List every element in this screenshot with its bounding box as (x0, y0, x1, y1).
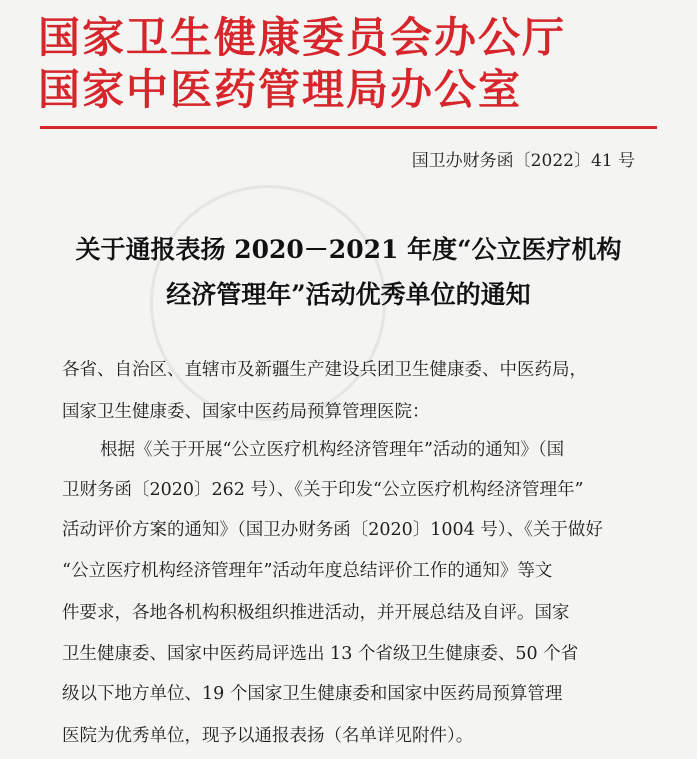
letterhead-line-1: 国家卫生健康委员会办公厅 (38, 13, 567, 62)
notice-title-line-1: 关于通报表扬 2020－2021 年度“公立医疗机构 (75, 235, 622, 264)
body-text-line: 卫生健康委、国家中医药局评选出 13 个省级卫生健康委、50 个省 (62, 644, 579, 664)
addressee-line-2: 国家卫生健康委、国家中医药局预算管理医院： (62, 402, 430, 422)
letterhead-line-2: 国家中医药管理局办公室 (38, 65, 523, 114)
body-text-line: “公立医疗机构经济管理年”活动年度总结评价工作的通知》等文 (62, 561, 553, 581)
letterhead-red-divider (40, 126, 657, 129)
addressee-line-1: 各省、自治区、直辖市及新疆生产建设兵团卫生健康委、中医药局， (62, 360, 587, 380)
body-text-line: 医院为优秀单位，现予以通报表扬（名单详见附件）。 (62, 726, 474, 746)
body-text-line: 件要求，各地各机构积极组织推进活动，并开展总结及自评。国家 (62, 603, 570, 623)
body-text-line: 级以下地方单位、19 个国家卫生健康委和国家中医药局预算管理 (62, 684, 563, 704)
notice-title-line-2: 经济管理年”活动优秀单位的通知 (166, 280, 531, 309)
document-number: 国卫办财务函〔2022〕41 号 (411, 151, 635, 171)
body-text-line: 活动评价方案的通知》（国卫办财务函〔2020〕1004 号）、《关于做好 (62, 520, 603, 540)
body-text-line: 卫财务函〔2020〕262 号）、《关于印发“公立医疗机构经济管理年” (62, 480, 584, 500)
body-text-line: 根据《关于开展“公立医疗机构经济管理年”活动的通知》（国 (100, 440, 565, 460)
